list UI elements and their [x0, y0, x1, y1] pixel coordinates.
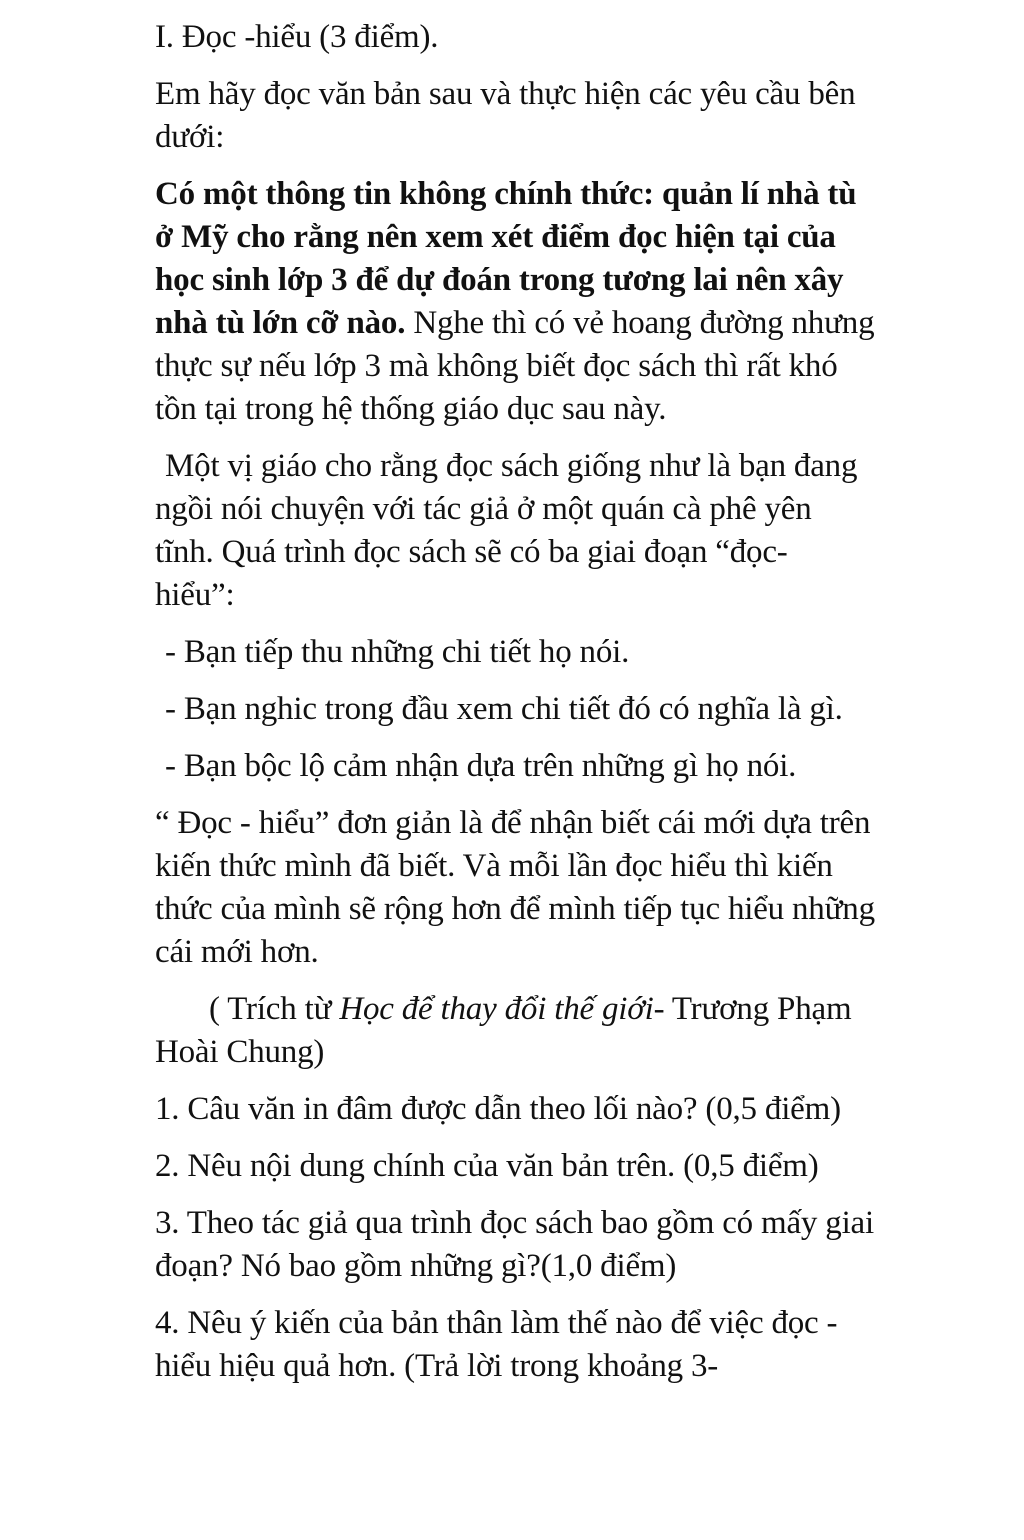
question-2: 2. Nêu nội dung chính của văn bản trên. (0,5 điểm) [155, 1148, 819, 1184]
document-page [155, 16, 875, 1402]
bold-quoted-sentence: Có một thông tin không chính thức: quản lí nhà tù ở Mỹ cho rằng nên xem xét điểm đọc hiện tại của học sinh lớp 3 để dự đoán trong tương lai nên xây nhà tù lớn cỡ nào. [155, 176, 857, 341]
question-3: 3. Theo tác giả qua trình đọc sách bao gồm có mấy giai đoạn? Nó bao gồm những gì?(1,0 điểm) [155, 1205, 874, 1284]
stage-item-3: - Bạn bộc lộ cảm nhận dựa trên những gì họ nói. [165, 748, 797, 784]
source-book-title: Học để thay đổi thế giới [339, 991, 654, 1027]
passage-paragraph-1 [155, 173, 875, 431]
question-1: 1. Câu văn in đâm được dẫn theo lối nào? (0,5 điểm) [155, 1091, 841, 1127]
question-4: 4. Nêu ý kiến của bản thân làm thế nào để việc đọc - hiểu hiệu quả hơn. (Trả lời trong khoảng 3- [155, 1305, 838, 1384]
passage-paragraph-3: “ Đọc - hiểu” đơn giản là để nhận biết cái mới dựa trên kiến thức mình đã biết. Và mỗi lần đọc hiểu thì kiến thức của mình sẽ rộng hơn để mình tiếp tục hiểu những cái mới hơn. [155, 805, 875, 970]
stage-item-2: - Bạn nghic trong đầu xem chi tiết đó có nghĩa là gì. [165, 691, 843, 727]
instruction-text: Em hãy đọc văn bản sau và thực hiện các yêu cầu bên dưới: [155, 76, 856, 155]
passage-paragraph-2: Một vị giáo cho rằng đọc sách giống như là bạn đang ngồi nói chuyện với tác giả ở một quán cà phê yên tĩnh. Quá trình đọc sách sẽ có ba giai đoạn “đọc- hiểu”: [155, 448, 858, 613]
source-citation [155, 988, 875, 1074]
section-title: I. Đọc -hiểu (3 điểm). [155, 19, 439, 55]
source-prefix: ( Trích từ [209, 991, 340, 1027]
source-suffix: - Trương Phạm Hoài Chung) [155, 991, 852, 1070]
stage-item-1: - Bạn tiếp thu những chi tiết họ nói. [165, 634, 630, 670]
passage-paragraph-1-rest: Nghe thì có vẻ hoang đường nhưng thực sự nếu lớp 3 mà không biết đọc sách thì rất khó tồn tại trong hệ thống giáo dục sau này. [155, 305, 875, 427]
